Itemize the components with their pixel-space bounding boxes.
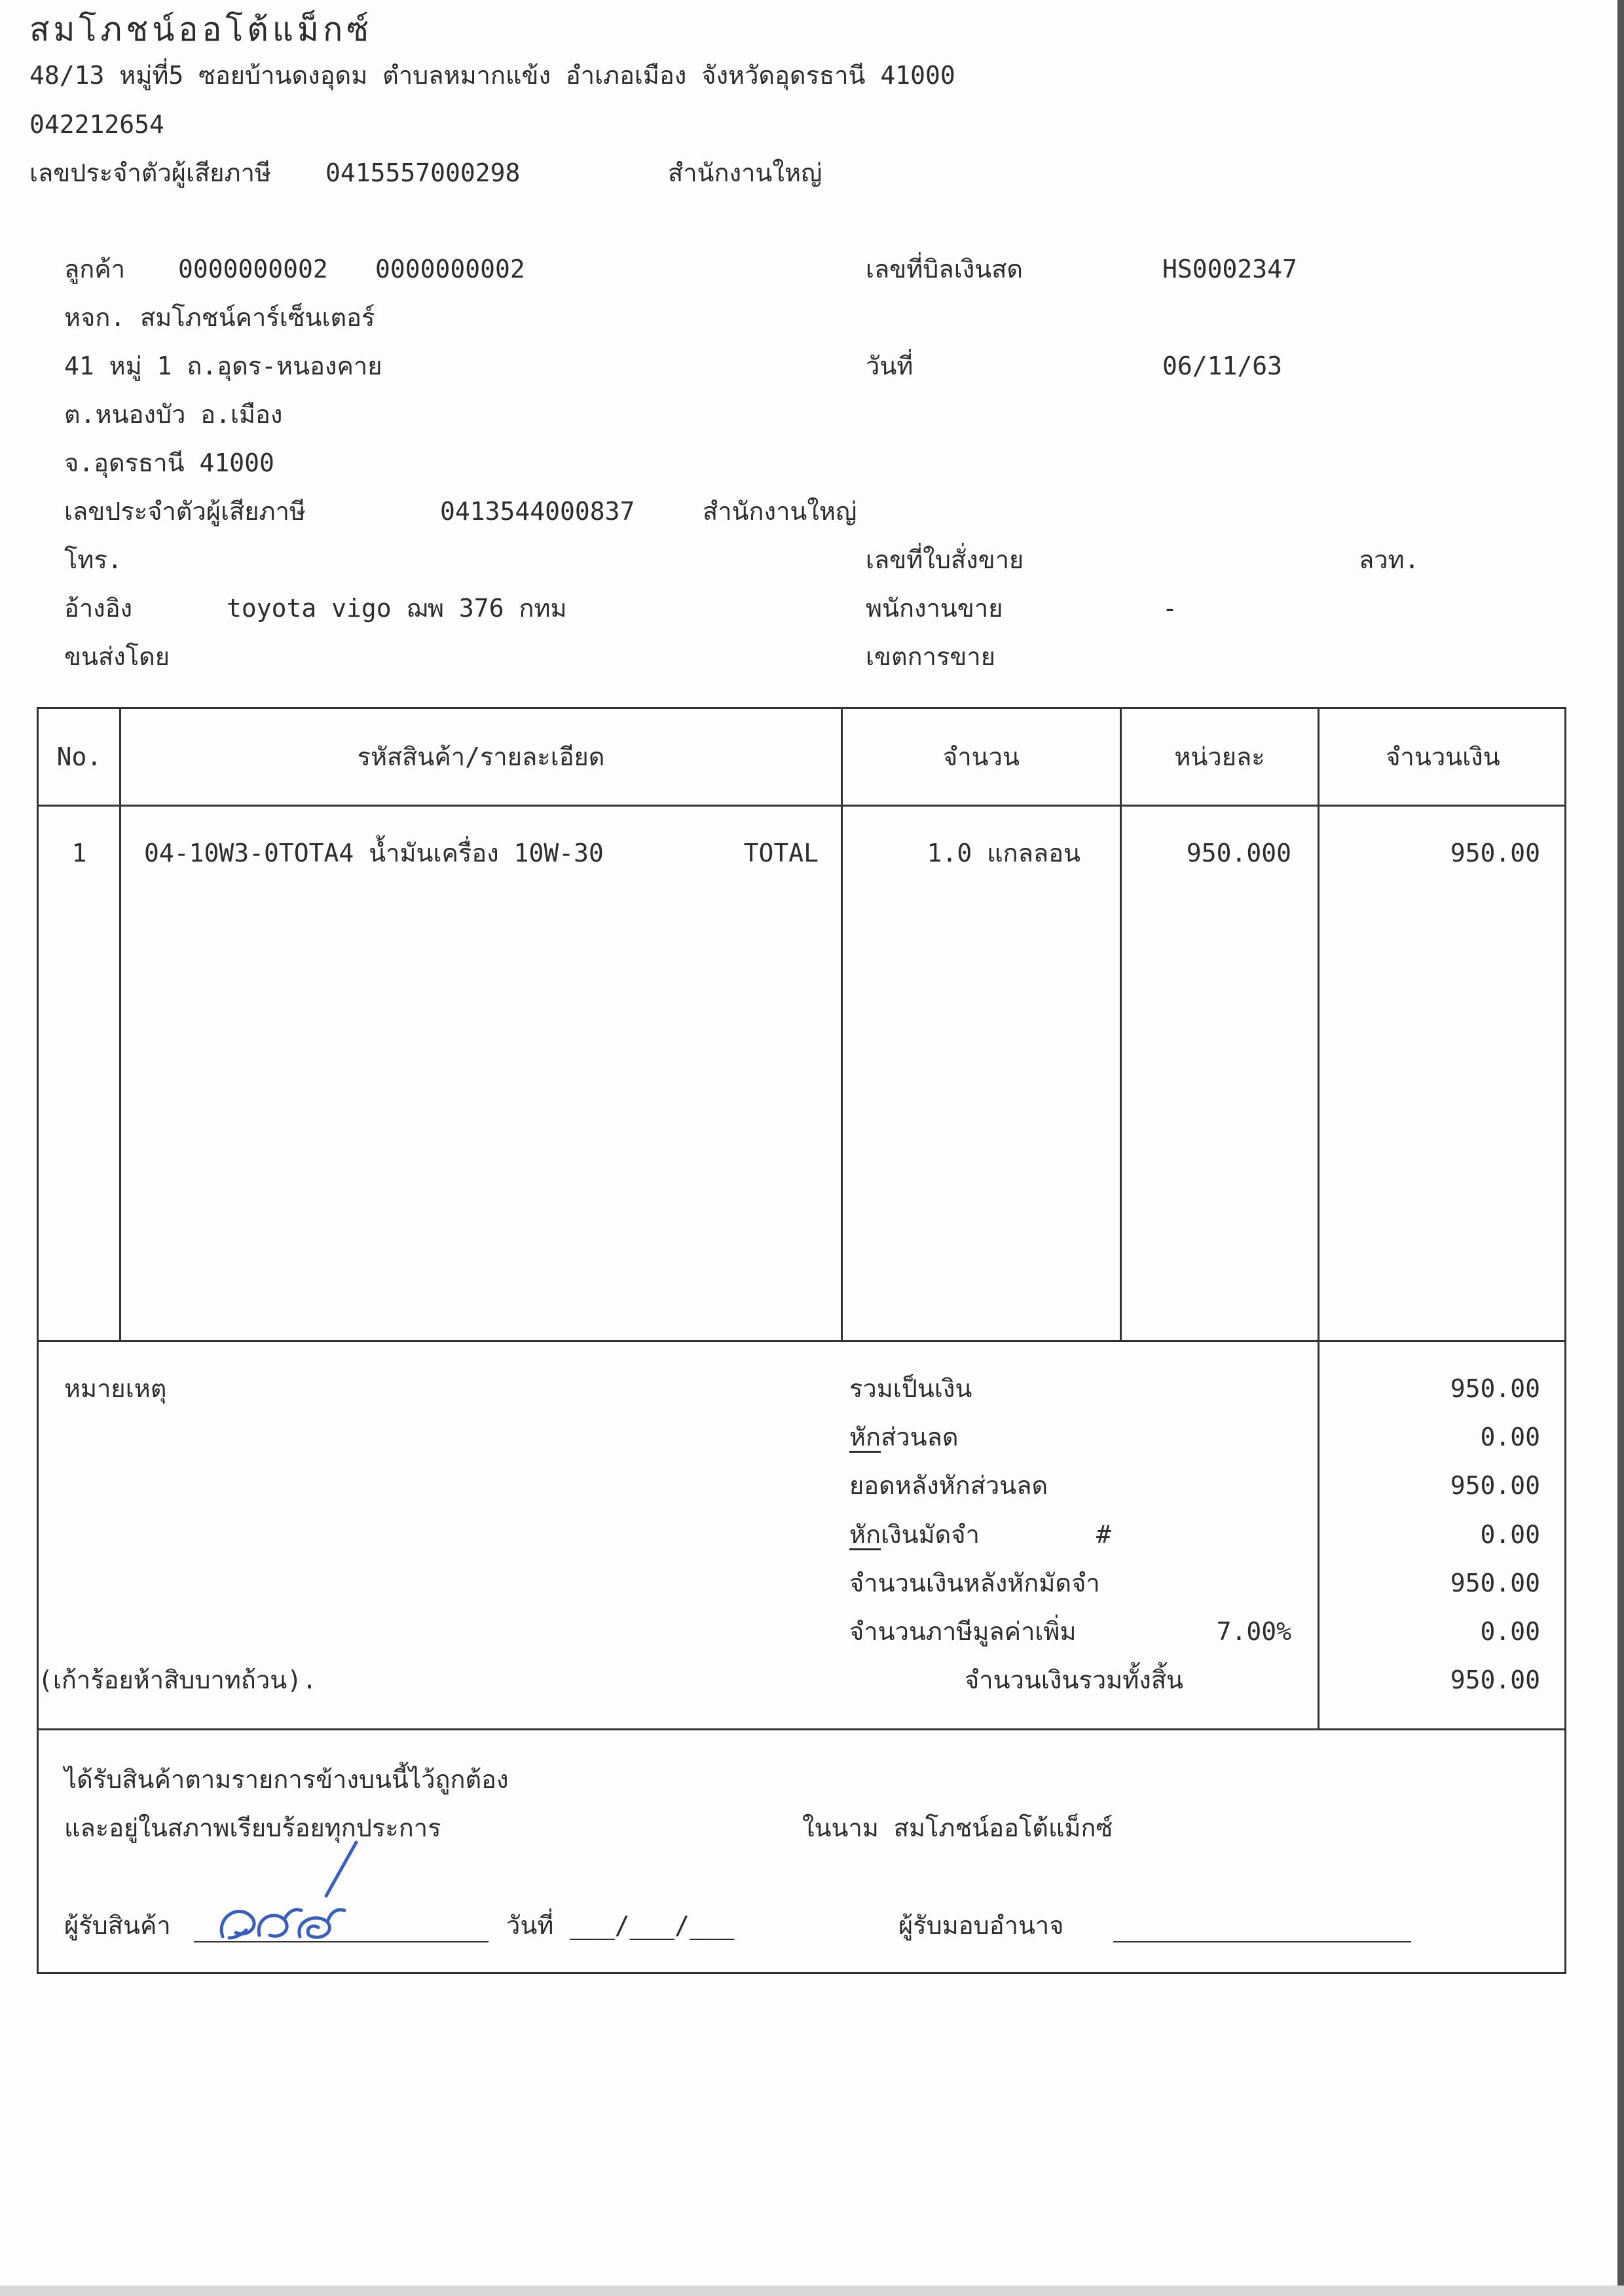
customer-code-2: 0000000002 (375, 255, 525, 283)
authorized-label: ผู้รับมอบอำนาจ (898, 1911, 1064, 1940)
subtotal-value: 950.00 (1450, 1374, 1540, 1403)
seller-tax-id-label: เลขประจำตัวผู้เสียภาษี (29, 158, 271, 187)
deposit-label-prefix: หัก (849, 1520, 881, 1549)
discount-value: 0.00 (1480, 1423, 1540, 1451)
receive-date-label: วันที่ (506, 1911, 554, 1940)
sales-area-label: เขตการขาย (866, 642, 995, 671)
seller-address: 48/13 หมู่ที่5 ซอยบ้านดงอุดม ตำบลหมากแข้ง อำเภอเมือง จังหวัดอุดรธานี 41000 (29, 61, 955, 90)
scan-edge-shadow (1617, 0, 1624, 2296)
vat-value: 0.00 (1480, 1617, 1540, 1646)
header-amount: จำนวนเงิน (1386, 742, 1500, 771)
bill-no-label: เลขที่บิลเงินสด (866, 255, 1024, 283)
seller-phone: 042212654 (29, 110, 164, 139)
deposit-label (849, 1522, 980, 1547)
receive-date-slots: ___/___/___ (570, 1911, 735, 1940)
deposit-hash: # (1096, 1520, 1111, 1549)
on-behalf-text: ในนาม สมโภชน์ออโต้แม็กซ์ (802, 1813, 1113, 1842)
seller-tax-id: 0415557000298 (325, 158, 521, 187)
deposit-label-text: เงินมัดจำ (881, 1520, 980, 1549)
header-code: รหัสสินค้า/รายละเอียด (357, 742, 605, 771)
grand-total-value: 950.00 (1450, 1666, 1540, 1694)
seller-branch: สำนักงานใหญ่ (668, 158, 822, 187)
shipping-label: ขนส่งโดย (64, 642, 170, 671)
vat-rate: 7.00% (1216, 1617, 1291, 1646)
scan-bottom-edge (0, 2286, 1624, 2296)
discount-label-text: ส่วนลด (881, 1423, 959, 1451)
remark-label: หมายเหตุ (64, 1374, 167, 1403)
salesperson-label: พนักงานขาย (866, 594, 1003, 623)
grand-total-label: จำนวนเงินรวมทั้งสิ้น (965, 1666, 1183, 1694)
col-divider-no (119, 707, 121, 1342)
amount-in-words: (เก้าร้อยห้าสิบบาทถ้วน). (38, 1666, 317, 1694)
order-no-value: ลวท. (1359, 545, 1420, 574)
col-divider-qty (1120, 707, 1122, 1342)
customer-tax-id-label: เลขประจำตัวผู้เสียภาษี (64, 497, 306, 526)
salesperson: - (1162, 594, 1177, 623)
received-line-2: และอยู่ในสภาพเรียบร้อยทุกประการ (64, 1813, 441, 1842)
deposit-value: 0.00 (1480, 1520, 1540, 1549)
items-table (37, 707, 1566, 1342)
invoice-date: 06/11/63 (1162, 352, 1283, 380)
customer-code-1: 0000000002 (178, 255, 328, 283)
customer-address-1: 41 หมู่ 1 ถ.อุดร-หนองคาย (64, 352, 382, 380)
after-discount-label: ยอดหลังหักส่วนลด (849, 1471, 1048, 1500)
header-qty: จำนวน (943, 742, 1020, 771)
customer-phone-label: โทร. (64, 545, 122, 574)
subtotal-label: รวมเป็นเงิน (849, 1374, 972, 1403)
after-deposit-value: 950.00 (1450, 1569, 1540, 1597)
row-qty: 1.0 แกลลอน (927, 839, 1080, 867)
row-no: 1 (71, 839, 87, 867)
after-deposit-label: จำนวนเงินหลังหักมัดจำ (849, 1569, 1100, 1597)
receiver-label: ผู้รับสินค้า (64, 1911, 171, 1940)
seller-name: สมโภชน์ออโต้แม็กซ์ (29, 10, 373, 48)
row-code: 04-10W3-0TOTA4 น้ำมันเครื่อง 10W-30 (144, 839, 604, 867)
header-unit-price: หน่วยละ (1174, 742, 1265, 771)
customer-name: หจก. สมโภชน์คาร์เซ็นเตอร์ (64, 303, 375, 332)
handwritten-signature (196, 1840, 367, 1951)
reference-value: toyota vigo ฌพ 376 กทม (227, 594, 567, 623)
customer-tax-id: 0413544000837 (440, 497, 635, 526)
customer-address-3: จ.อุดรธานี 41000 (64, 448, 274, 477)
customer-branch: สำนักงานใหญ่ (703, 497, 857, 526)
row-brand: TOTAL (743, 839, 819, 867)
bill-no: HS0002347 (1162, 255, 1297, 283)
reference-label: อ้างอิง (64, 594, 133, 623)
header-no: No. (56, 742, 102, 771)
row-unit-price: 950.000 (1186, 839, 1291, 867)
discount-label-prefix: หัก (849, 1423, 881, 1451)
after-discount-value: 950.00 (1450, 1471, 1540, 1500)
received-line-1: ได้รับสินค้าตามรายการข้างบนนี้ไว้ถูกต้อง (64, 1765, 509, 1794)
table-header-divider (37, 805, 1566, 807)
authorized-signature-line (1113, 1941, 1411, 1942)
customer-address-2: ต.หนองบัว อ.เมือง (64, 400, 283, 429)
discount-label (849, 1425, 959, 1449)
order-no-label: เลขที่ใบสั่งขาย (866, 545, 1024, 574)
row-amount: 950.00 (1450, 839, 1540, 867)
date-label: วันที่ (866, 352, 913, 380)
customer-label: ลูกค้า (64, 255, 126, 283)
col-divider-code (841, 707, 843, 1342)
vat-label: จำนวนภาษีมูลค่าเพิ่ม (849, 1617, 1077, 1646)
